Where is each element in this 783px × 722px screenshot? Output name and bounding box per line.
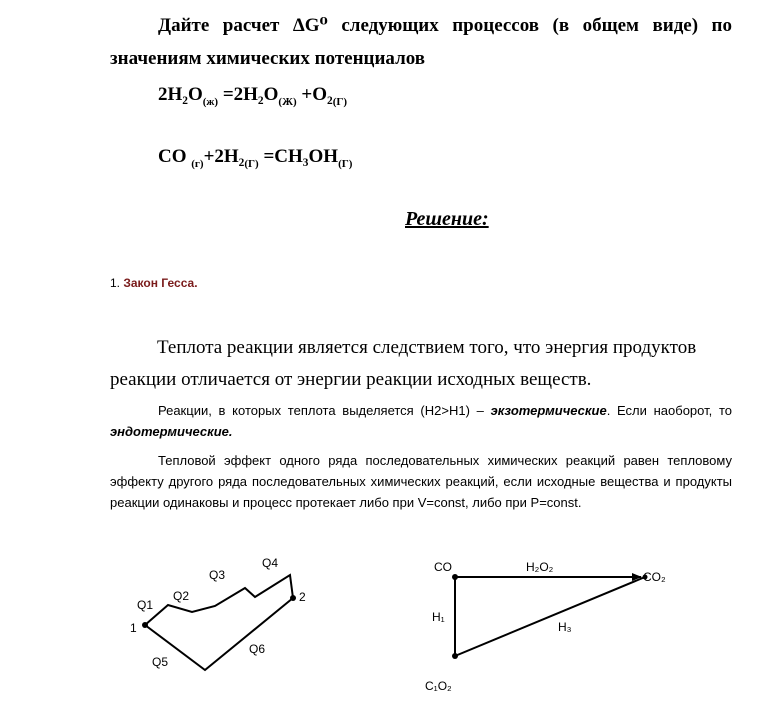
h1-label: H₁ bbox=[432, 610, 445, 624]
task-title-line1: Дайте расчет ΔG⁰ следующих процессов (в общем виде) по bbox=[158, 15, 732, 36]
exothermic-term: экзотермические bbox=[490, 403, 607, 418]
q1-label: Q1 bbox=[137, 598, 154, 612]
hess-law-heading bbox=[110, 276, 198, 290]
solution-heading: Решение: bbox=[405, 208, 489, 230]
q3-label: Q3 bbox=[209, 568, 226, 582]
c1o2-point bbox=[452, 653, 458, 659]
q4-label: Q4 bbox=[262, 556, 279, 570]
hess-law-paragraph: Тепловой эффект одного ряда последовательных химических реакций равен тепловому эффекту другого ряда последовательных химических реакций, если исходные вещества и продукты реакции одинаковы и процесс протекает либо при V=const, либо при P=const. bbox=[110, 453, 732, 510]
q2-label: Q2 bbox=[173, 589, 190, 603]
point-label-2: 2 bbox=[299, 590, 306, 604]
co-label: CO bbox=[434, 560, 452, 574]
q6-label: Q6 bbox=[249, 642, 266, 656]
co2-label: CO₂ bbox=[643, 570, 666, 584]
heat-paragraph-line2: реакции отличается от энергии реакции исходных веществ. bbox=[110, 369, 592, 390]
h3-label: H₃ bbox=[558, 620, 572, 634]
hess-path-diagram bbox=[120, 550, 320, 690]
q5-label: Q5 bbox=[152, 655, 169, 669]
hess-label: Закон Гесса. bbox=[123, 276, 198, 290]
endothermic-term: эндотермические. bbox=[110, 424, 233, 439]
heat-paragraph-line1: Теплота реакции является следствием того, что энергия продуктов bbox=[157, 337, 697, 358]
h2o2-label: H₂O₂ bbox=[526, 560, 554, 574]
task-title-line2: значениям химических потенциалов bbox=[110, 48, 426, 69]
hess-number: 1. bbox=[110, 276, 121, 290]
equation-1: $2H_2O_{(ж)} =2H_2O_{(Ж)} +O_2_{(Г)}$ bbox=[158, 84, 348, 108]
enthalpy-triangle-diagram bbox=[415, 550, 675, 700]
co-point bbox=[452, 574, 458, 580]
end-point bbox=[290, 595, 296, 601]
point-label-1: 1 bbox=[130, 621, 137, 635]
equation-2: CO $_{(г)}+2H_2_{(Г)} =CH_3OH_{(Г)}$ bbox=[158, 146, 353, 170]
start-point bbox=[142, 622, 148, 628]
h3-line bbox=[455, 577, 645, 656]
c1o2-label: C₁O₂ bbox=[425, 679, 452, 693]
exo-endo-paragraph: Реакции, в которых теплота выделяется (H2>H1) – экзотермические. Если наоборот, то эндотермические. bbox=[110, 403, 732, 439]
